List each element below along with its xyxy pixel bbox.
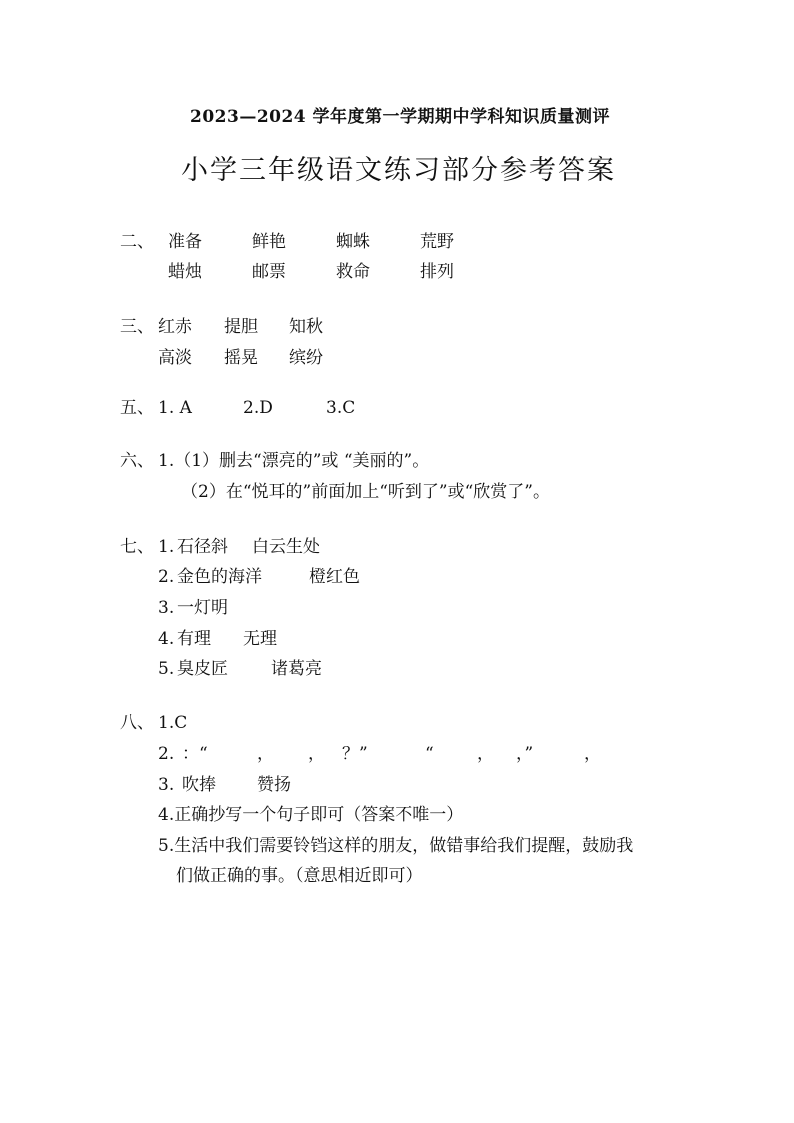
section-7-num: 1. <box>158 537 175 557</box>
section-2-word: 荒野 <box>420 232 454 252</box>
section-2-word: 救命 <box>336 262 370 282</box>
section-8-answer: 赞扬 <box>257 775 291 795</box>
section-6-label: 六、 <box>120 451 154 471</box>
section-3-word: 提胆 <box>224 317 258 337</box>
section-7-answer: 橙红色 <box>309 567 360 587</box>
section-7-answer: 有理 <box>177 629 211 649</box>
section-7-answer: 石径斜 <box>177 537 228 557</box>
section-2-word: 鲜艳 <box>252 232 286 252</box>
section-7-answer: 无理 <box>243 629 277 649</box>
punctuation-mark: “ <box>425 744 434 764</box>
punctuation-mark: ， <box>477 744 494 764</box>
section-7-num: 4. <box>158 629 175 649</box>
punctuation-mark: ， <box>308 744 325 764</box>
page-title: 小学三年级语文练习部分参考答案 <box>181 155 616 186</box>
section-5-answer: 1. A <box>158 398 192 418</box>
section-7-answer: 诸葛亮 <box>271 659 322 679</box>
section-7-answer: 一灯明 <box>177 598 228 618</box>
section-3-word: 摇晃 <box>224 348 258 368</box>
section-7-num: 2. <box>158 567 175 587</box>
section-5-label: 五、 <box>120 398 154 418</box>
section-7-label: 七、 <box>120 537 154 557</box>
section-8-num: 2. <box>158 744 175 764</box>
section-2-word: 蜡烛 <box>168 262 202 282</box>
section-7-answer: 金色的海洋 <box>177 567 262 587</box>
section-8-num: 3. <box>158 775 175 795</box>
punctuation-mark: ？” <box>342 744 368 764</box>
section-8-label: 八、 <box>120 713 154 733</box>
test-subtitle: 2023—2024 学年度第一学期期中学科知识质量测评 <box>190 107 611 127</box>
section-8-answer-4: 4.正确抄写一个句子即可（答案不唯一） <box>158 805 464 825</box>
section-2-word: 蜘蛛 <box>336 232 370 252</box>
punctuation-mark: ：“ <box>182 744 208 764</box>
section-2-word: 准备 <box>168 232 202 252</box>
punctuation-mark: ， <box>584 744 601 764</box>
section-8-answer-5-line-1: 5.生活中我们需要铃铛这样的朋友，做错事给我们提醒，鼓励我 <box>158 836 634 856</box>
punctuation-mark: ，” <box>516 744 534 764</box>
section-6-answer-2: （2）在“悦耳的”前面加上“听到了”或“欣赏了”。 <box>181 482 550 502</box>
section-7-num: 5. <box>158 659 175 679</box>
section-7-answer: 臭皮匠 <box>177 659 228 679</box>
section-2-label: 二、 <box>120 232 154 252</box>
section-3-word: 知秋 <box>289 317 323 337</box>
section-7-num: 3. <box>158 598 175 618</box>
section-7-answer: 白云生处 <box>252 537 320 557</box>
section-3-word: 红赤 <box>158 317 192 337</box>
section-2-word: 邮票 <box>252 262 286 282</box>
section-3-word: 缤纷 <box>289 348 323 368</box>
section-2-word: 排列 <box>420 262 454 282</box>
section-5-answer: 2.D <box>243 398 273 418</box>
section-3-word: 高淡 <box>158 348 192 368</box>
section-6-answer-1: 1.（1）删去“漂亮的”或 “美丽的”。 <box>158 451 430 471</box>
punctuation-mark: ， <box>257 744 274 764</box>
section-8-answer-1: 1.C <box>158 713 188 733</box>
section-5-answer: 3.C <box>326 398 356 418</box>
section-8-answer-5-line-2: 们做正确的事。（意思相近即可） <box>176 866 423 886</box>
section-8-answer: 吹捧 <box>182 775 216 795</box>
section-3-label: 三、 <box>120 317 154 337</box>
